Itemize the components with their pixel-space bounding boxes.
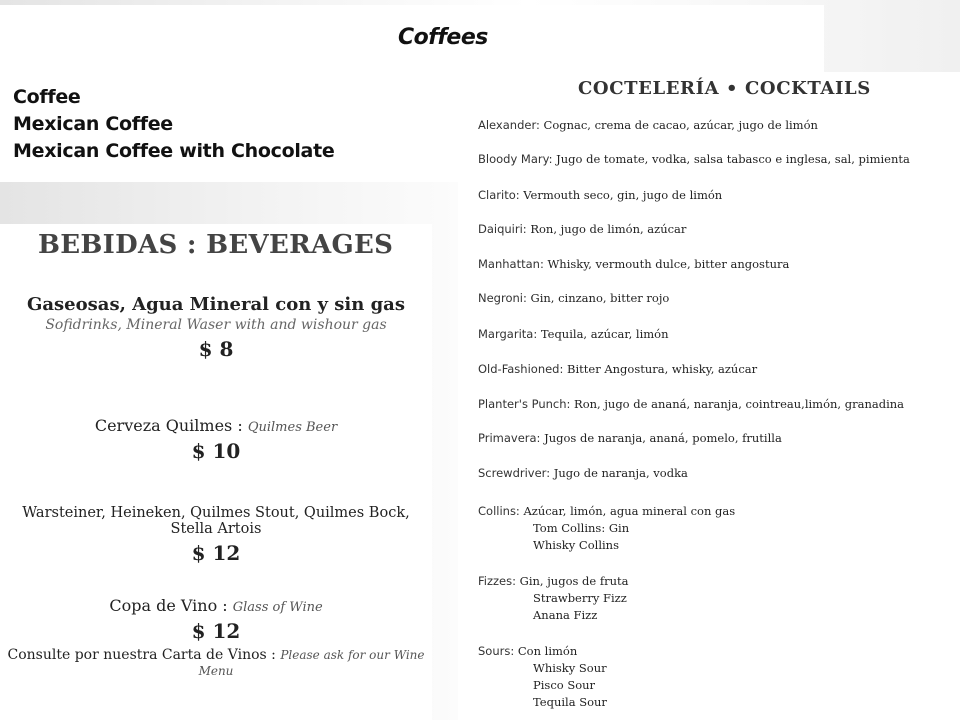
cocktail-item <box>478 466 688 480</box>
cocktail-name: Bloody Mary: <box>478 152 553 166</box>
cocktail-item <box>478 431 782 445</box>
wine-name: Copa de Vino : <box>109 596 228 615</box>
quilmes-block <box>0 416 432 463</box>
cocktail-item <box>478 574 629 588</box>
cocktail-desc: Azúcar, limón, agua mineral con gas <box>523 504 736 518</box>
cocktail-desc: Gin, cinzano, bitter rojo <box>530 291 670 305</box>
imported-beer-name: Warsteiner, Heineken, Quilmes Stout, Quilmes Bock, Stella Artois <box>22 505 410 537</box>
wine-note: Consulte por nuestra Carta de Vinos : <box>7 647 276 663</box>
quilmes-name: Cerveza Quilmes : <box>94 416 243 435</box>
wine-price: $ 12 <box>191 619 241 643</box>
cocktail-variant: Tom Collins: Gin <box>533 521 630 535</box>
soft-drinks-alt: Sofidrinks, Mineral Waser with and wishour gas <box>45 317 387 333</box>
cocktail-name: Screwdriver: <box>478 466 551 480</box>
cocktail-desc: Vermouth seco, gin, jugo de limón <box>523 188 723 202</box>
cocktail-variant: Pisco Sour <box>533 678 596 692</box>
quilmes-name-row <box>0 416 432 435</box>
cocktails-panel <box>458 72 960 720</box>
beverages-panel <box>0 224 432 720</box>
cocktail-desc: Bitter Angostura, whisky, azúcar <box>567 362 758 376</box>
coffee-item: Mexican Coffee with Chocolate <box>13 140 335 162</box>
cocktail-name: Old-Fashioned: <box>478 362 564 376</box>
cocktail-variant: Anana Fizz <box>533 608 598 622</box>
cocktail-variant: Tequila Sour <box>533 695 607 709</box>
coffee-list <box>13 84 334 165</box>
wine-name-row <box>0 596 432 615</box>
quilmes-alt: Quilmes Beer <box>247 420 338 435</box>
cocktail-item <box>478 291 669 305</box>
cocktail-desc: Jugo de naranja, vodka <box>553 466 688 480</box>
coffees-title: Coffees <box>398 25 488 50</box>
cocktail-name: Daiquiri: <box>478 222 527 236</box>
cocktail-name: Clarito: <box>478 188 520 202</box>
cocktail-name: Negroni: <box>478 291 527 305</box>
wine-alt: Glass of Wine <box>232 600 323 615</box>
cocktail-desc: Cognac, crema de cacao, azúcar, jugo de limón <box>543 118 818 132</box>
cocktail-item <box>478 504 735 518</box>
cocktail-desc: Whisky, vermouth dulce, bitter angostura <box>547 257 790 271</box>
cocktail-name: Collins: <box>478 504 520 518</box>
cocktail-desc: Jugos de naranja, ananá, pomelo, frutilla <box>544 431 782 445</box>
coffee-item: Coffee <box>13 86 81 108</box>
beverages-heading: BEBIDAS : BEVERAGES <box>38 230 394 260</box>
cocktail-item <box>478 118 818 132</box>
cocktail-name: Sours: <box>478 644 515 658</box>
cocktail-name: Manhattan: <box>478 257 544 271</box>
imported-beer-block <box>0 505 432 565</box>
wine-menu-note <box>0 647 432 679</box>
cocktail-name: Fizzes: <box>478 574 516 588</box>
cocktail-desc: Con limón <box>517 644 578 658</box>
cocktails-title: COCTELERÍA • COCKTAILS <box>578 78 871 99</box>
soft-drinks-name: Gaseosas, Agua Mineral con y sin gas <box>27 294 405 315</box>
cocktail-item <box>478 327 669 341</box>
cocktail-variant: Whisky Collins <box>533 538 619 552</box>
cocktail-name: Planter's Punch: <box>478 397 571 411</box>
cocktail-variant: Whisky Sour <box>533 661 607 675</box>
quilmes-price: $ 10 <box>191 439 241 463</box>
soft-drinks-block <box>0 294 432 361</box>
cocktail-desc: Gin, jugos de fruta <box>519 574 629 588</box>
cocktail-item <box>478 362 757 376</box>
cocktail-name: Primavera: <box>478 431 541 445</box>
cocktail-variant: Strawberry Fizz <box>533 591 627 605</box>
coffee-item: Mexican Coffee <box>13 113 173 135</box>
wine-note-alt: Please ask for our Wine Menu <box>198 648 425 678</box>
cocktail-name: Alexander: <box>478 118 540 132</box>
soft-drinks-price: $ 8 <box>198 337 234 361</box>
cocktail-desc: Ron, jugo de limón, azúcar <box>530 222 687 236</box>
cocktail-item <box>478 644 577 658</box>
cocktail-item <box>478 397 904 411</box>
cocktail-name: Margarita: <box>478 327 538 341</box>
cocktail-item <box>478 188 722 202</box>
cocktail-item <box>478 222 686 236</box>
wine-block <box>0 596 432 679</box>
cocktail-desc: Ron, jugo de ananá, naranja, cointreau,limón, granadina <box>574 397 905 411</box>
cocktail-desc: Jugo de tomate, vodka, salsa tabasco e inglesa, sal, pimienta <box>556 152 910 166</box>
cocktail-item <box>478 152 910 166</box>
cocktail-item <box>478 257 789 271</box>
cocktail-desc: Tequila, azúcar, limón <box>540 327 669 341</box>
imported-beer-price: $ 12 <box>191 541 241 565</box>
